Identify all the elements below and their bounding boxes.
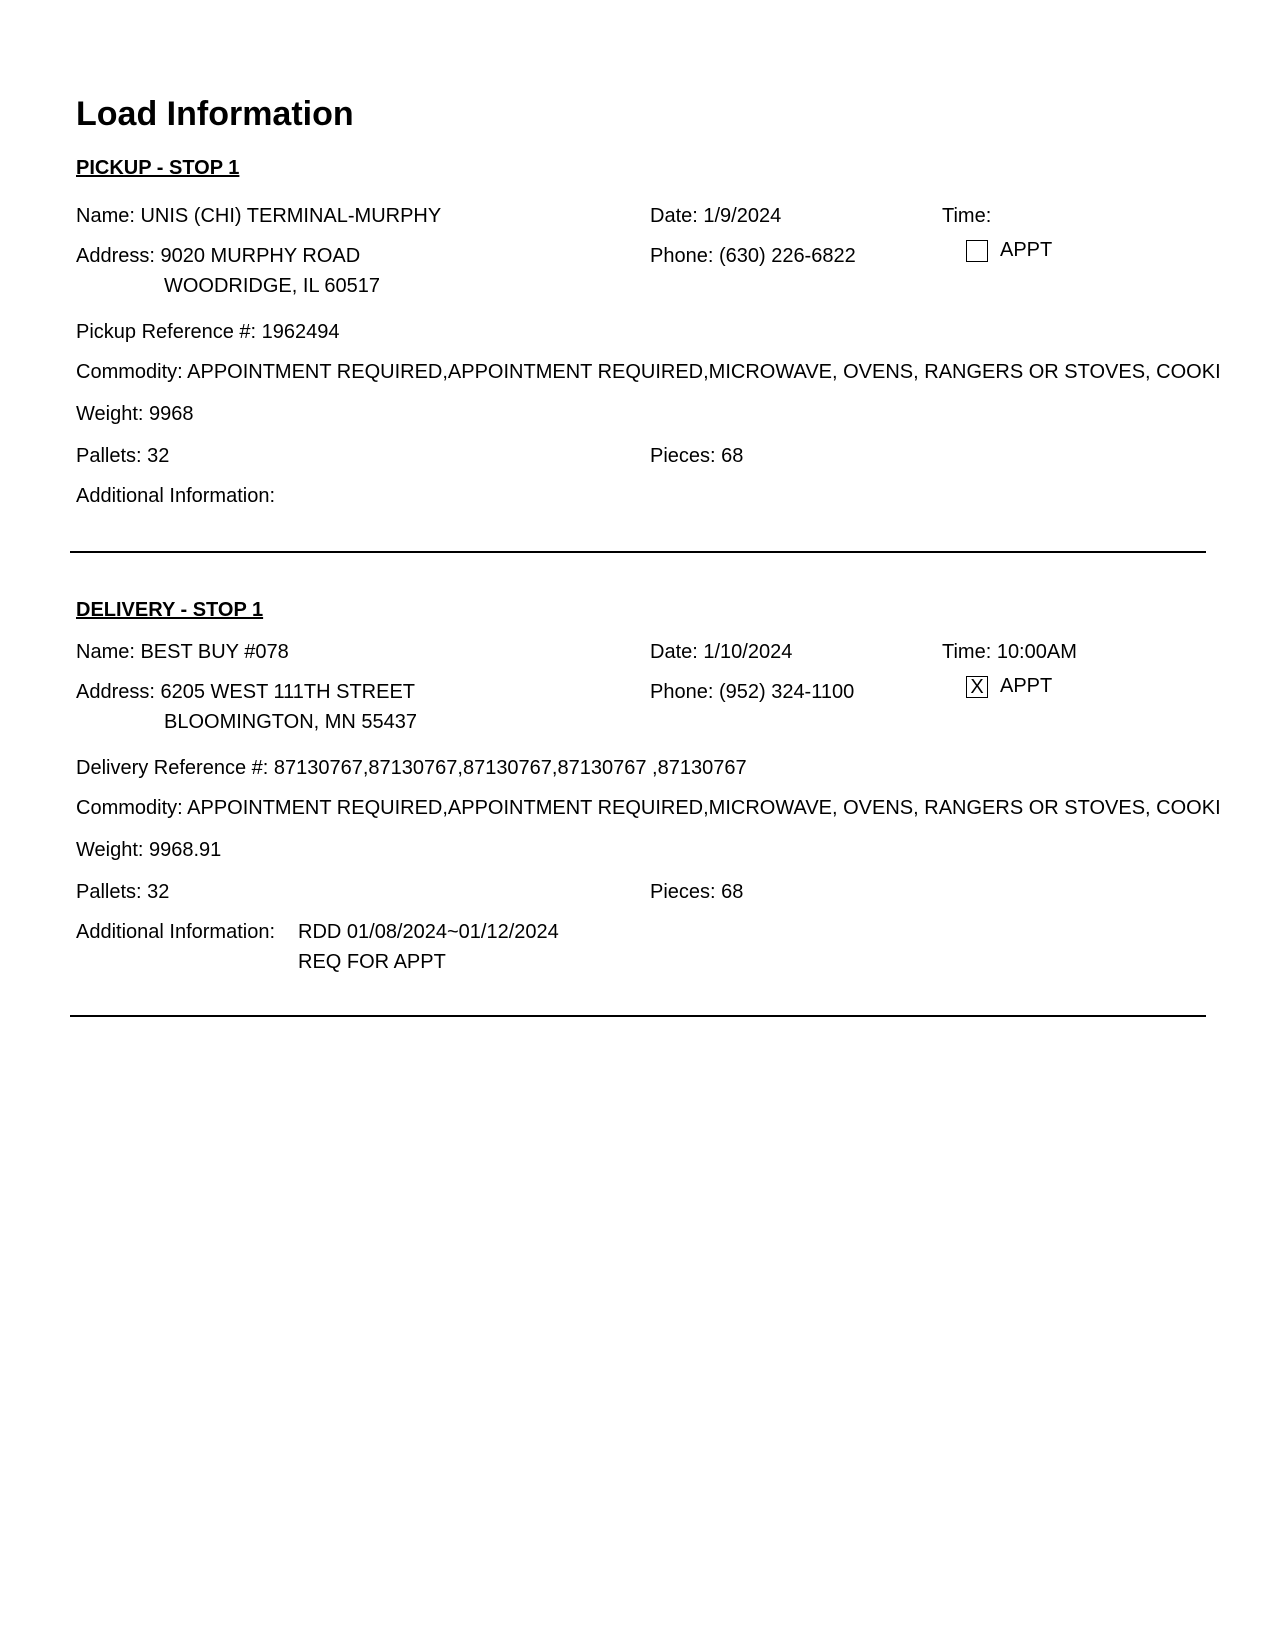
delivery-date: Date: 1/10/2024: [650, 641, 793, 663]
pickup-date: Date: 1/9/2024: [650, 205, 782, 227]
delivery-additional-line2: REQ FOR APPT: [298, 951, 446, 973]
delivery-additional-line1: RDD 01/08/2024~01/12/2024: [298, 921, 559, 943]
delivery-pieces: Pieces: 68: [650, 881, 744, 903]
pickup-pallets: Pallets: 32: [76, 445, 170, 467]
delivery-reference: Delivery Reference #: 87130767,87130767,87130767,87130767 ,87130767: [76, 757, 747, 779]
delivery-appt-checkbox[interactable]: X: [966, 676, 988, 698]
delivery-pallets: Pallets: 32: [76, 881, 170, 903]
pickup-reference: Pickup Reference #: 1962494: [76, 321, 340, 343]
page-title: Load Information: [76, 95, 354, 133]
delivery-phone: Phone: (952) 324-1100: [650, 681, 855, 703]
pickup-time: Time:: [942, 205, 992, 227]
pickup-address-line2: WOODRIDGE, IL 60517: [164, 275, 380, 297]
section-divider-bottom: [70, 1015, 1206, 1017]
pickup-address-line1: Address: 9020 MURPHY ROAD: [76, 245, 361, 267]
delivery-commodity: Commodity: APPOINTMENT REQUIRED,APPOINTMENT REQUIRED,MICROWAVE, OVENS, RANGERS OR STOVES, COOKI: [76, 797, 1221, 819]
delivery-address-line2: BLOOMINGTON, MN 55437: [164, 711, 418, 733]
delivery-heading: DELIVERY - STOP 1: [76, 599, 264, 621]
pickup-heading: PICKUP - STOP 1: [76, 157, 240, 179]
delivery-time: Time: 10:00AM: [942, 641, 1077, 663]
pickup-pieces: Pieces: 68: [650, 445, 744, 467]
delivery-weight: Weight: 9968.91: [76, 839, 222, 861]
delivery-name: Name: BEST BUY #078: [76, 641, 289, 663]
pickup-additional-label: Additional Information:: [76, 485, 276, 507]
pickup-appt-checkbox[interactable]: [966, 240, 988, 262]
pickup-phone: Phone: (630) 226-6822: [650, 245, 856, 267]
delivery-appt-label: APPT: [1000, 675, 1053, 697]
pickup-appt-label: APPT: [1000, 239, 1053, 261]
pickup-name: Name: UNIS (CHI) TERMINAL-MURPHY: [76, 205, 442, 227]
delivery-address-line1: Address: 6205 WEST 111TH STREET: [76, 681, 416, 703]
pickup-weight: Weight: 9968: [76, 403, 194, 425]
delivery-additional-label: Additional Information:: [76, 921, 276, 943]
section-divider: [70, 551, 1206, 553]
pickup-commodity: Commodity: APPOINTMENT REQUIRED,APPOINTMENT REQUIRED,MICROWAVE, OVENS, RANGERS OR STOVES, COOKI: [76, 361, 1221, 383]
